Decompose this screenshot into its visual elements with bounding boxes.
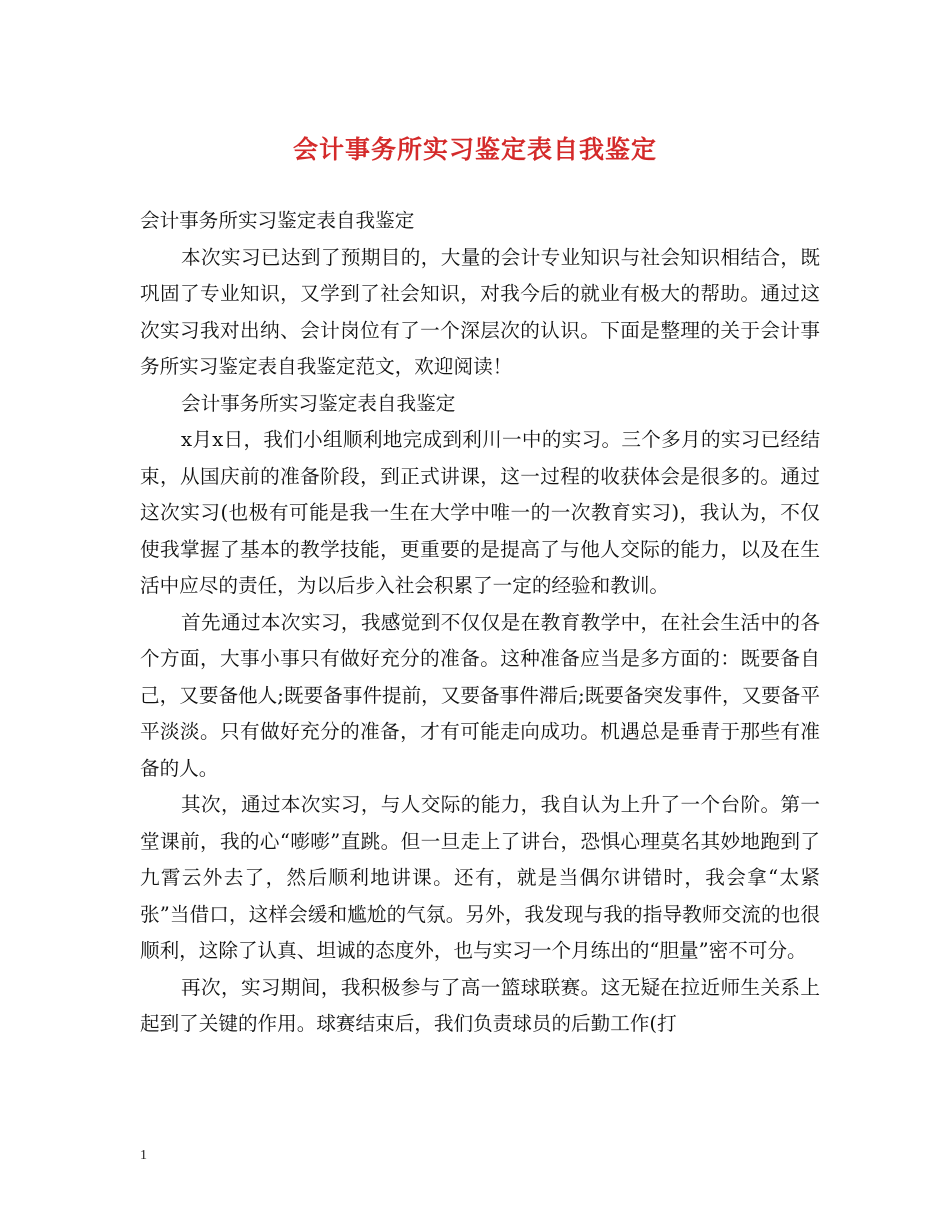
paragraph-first-point: 首先通过本次实习，我感觉到不仅仅是在教育教学中，在社会生活中的各个方面，大事小事只有做好充分的准备。这种准备应当是多方面的：既要备自己，又要备他人;既要备事件提前，又要备事件滞后;既要备突发事件，又要备平平淡淡。只有做好充分的准备，才有可能走向成功。机遇总是垂青于那些有准备的人。 bbox=[140, 610, 820, 780]
paragraph-third-point: 再次，实习期间，我积极参与了高一篮球联赛。这无疑在拉近师生关系上起到了关键的作用。球赛结束后，我们负责球员的后勤工作(打 bbox=[140, 975, 820, 1035]
document-title: 会计事务所实习鉴定表自我鉴定 bbox=[292, 135, 657, 164]
paragraph-second-point: 其次，通过本次实习，与人交际的能力，我自认为上升了一个台阶。第一堂课前，我的心“嘭嘭”直跳。但一旦走上了讲台，恐惧心理莫名其妙地跑到了九霄云外去了，然后顺利地讲课。还有，就是当偶尔讲错时，我会拿“太紧张”当借口，这样会缓和尴尬的气氛。另外，我发现与我的指导教师交流的也很顺利，这除了认真、坦诚的态度外，也与实习一个月练出的“胆量”密不可分。 bbox=[140, 793, 820, 962]
paragraph-subheading: 会计事务所实习鉴定表自我鉴定 bbox=[181, 391, 456, 415]
paragraph-heading: 会计事务所实习鉴定表自我鉴定 bbox=[140, 209, 415, 232]
paragraph-internship-summary: x月x日，我们小组顺利地完成到利川一中的实习。三个多月的实习已经结束，从国庆前的准备阶段，到正式讲课，这一过程的收获体会是很多的。通过这次实习(也极有可能是我一生在大学中唯一的一次教育实习)，我认为，不仅使我掌握了基本的教学技能，更重要的是提高了与他人交际的能力，以及在生活中应尽的责任，为以后步入社会积累了一定的经验和教训。 bbox=[140, 428, 820, 597]
page-number: 1 bbox=[140, 1148, 147, 1163]
paragraph-intro: 本次实习已达到了预期目的，大量的会计专业知识与社会知识相结合，既巩固了专业知识，又学到了社会知识，对我今后的就业有极大的帮助。通过这次实习我对出纳、会计岗位有了一个深层次的认识。下面是整理的关于会计事务所实习鉴定表自我鉴定范文，欢迎阅读！ bbox=[140, 245, 820, 378]
document-body bbox=[140, 203, 820, 1043]
